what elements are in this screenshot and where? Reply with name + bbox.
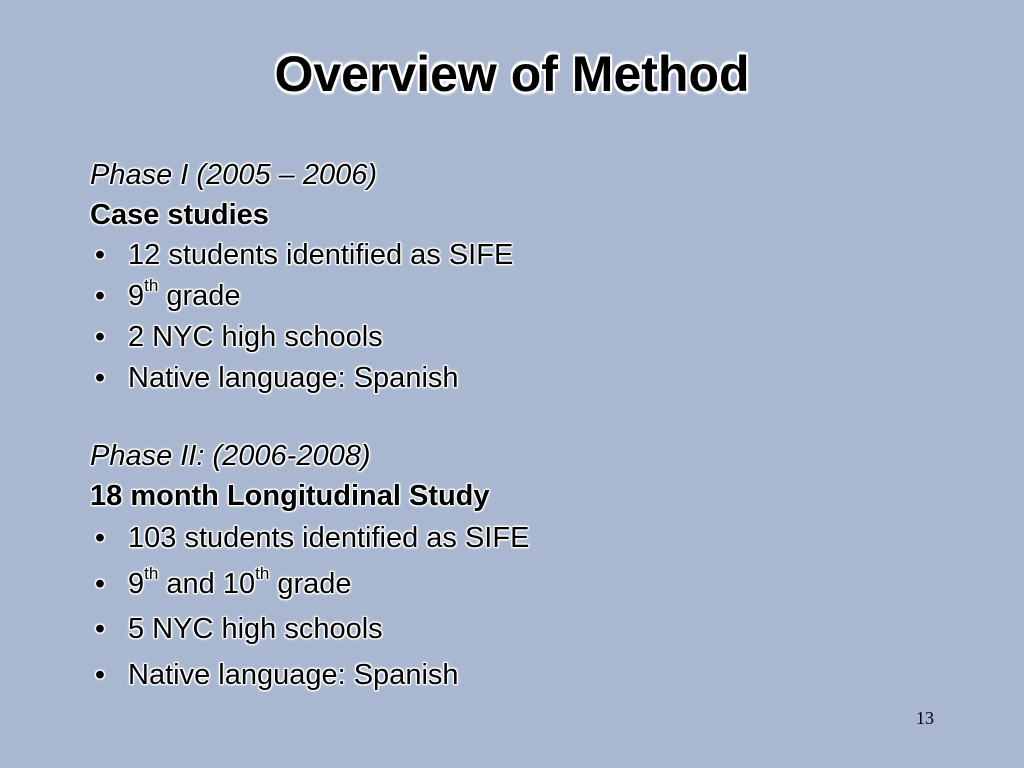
- page-number: 13: [916, 708, 934, 728]
- bullet-text: Native language: Spanish: [128, 658, 459, 691]
- list-item: [90, 276, 890, 317]
- bullet-text: 103 students identified as SIFE: [128, 522, 530, 554]
- list-item: [90, 317, 890, 358]
- phase-2-subheading: 18 month Longitudinal Study: [90, 480, 490, 512]
- list-item: [90, 235, 890, 276]
- ordinal-suffix: th: [144, 563, 159, 583]
- ordinal-suffix: th: [255, 563, 270, 583]
- bullet-icon: •: [94, 362, 106, 394]
- slide-title: Overview of Method: [274, 46, 750, 102]
- bullet-icon: •: [94, 522, 106, 554]
- bullet-icon: •: [94, 658, 106, 691]
- bullet-icon: •: [94, 239, 106, 271]
- phase-2-heading: Phase II: (2006-2008): [90, 440, 371, 472]
- phase-1-heading: Phase I (2005 – 2006): [90, 159, 377, 191]
- bullet-text: 2 NYC high schools: [128, 321, 383, 353]
- bullet-text-grade-number: 9: [128, 567, 145, 600]
- phase-1-bullet-list: [90, 235, 890, 399]
- ordinal-suffix: th: [144, 276, 159, 296]
- bullet-icon: •: [94, 613, 106, 645]
- list-item: [90, 607, 890, 653]
- bullet-text-grade-label: grade: [158, 280, 241, 312]
- bullet-text: 5 NYC high schools: [128, 613, 383, 645]
- bullet-icon: •: [94, 567, 106, 600]
- list-item: [90, 562, 890, 608]
- bullet-icon: •: [94, 321, 106, 353]
- phase-2-bullet-list: [90, 516, 890, 698]
- list-item: [90, 516, 890, 562]
- bullet-text-grade-label: grade: [269, 567, 352, 600]
- bullet-icon: •: [94, 280, 106, 312]
- bullet-text-grade-number: 9: [128, 280, 145, 312]
- phase-2-section: [90, 436, 890, 698]
- bullet-text: 12 students identified as SIFE: [128, 239, 514, 271]
- phase-1-section: [90, 155, 890, 399]
- phase-1-subheading: Case studies: [90, 199, 269, 231]
- bullet-text: Native language: Spanish: [128, 362, 459, 394]
- list-item: [90, 653, 890, 699]
- bullet-text-grade-joiner: and 10: [158, 567, 256, 600]
- list-item: [90, 358, 890, 399]
